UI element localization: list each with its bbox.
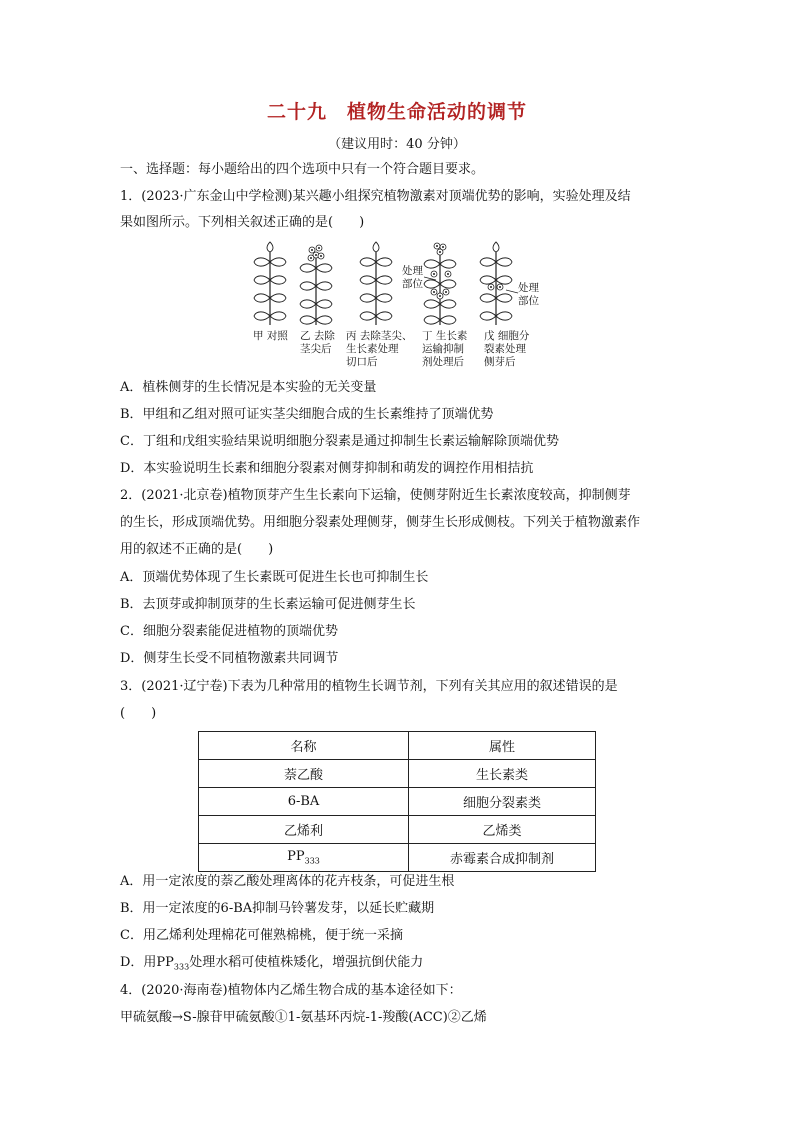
q3-stem-line1: 3．(2021·辽宁卷)下表为几种常用的植物生长调节剂，下列有关其应用的叙述错误的是 (120, 679, 618, 694)
caption-ding: 丁 生长素 运输抑制 剂处理后 (422, 330, 468, 368)
q3-stem-line2: ( ) (120, 706, 157, 721)
q2-option-d: D．侧芽生长受不同植物激素共同调节 (120, 651, 339, 666)
q2-option-b: B．去顶芽或抑制顶芽的生长素运输可促进侧芽生长 (120, 597, 416, 612)
caption-wu: 戊 细胞分 裂素处理 侧芽后 (484, 330, 530, 368)
table-cell: $PP_{333}$ (199, 844, 409, 872)
table-row (199, 788, 596, 816)
caption-jia: 甲 对照 (253, 330, 288, 342)
q4-stem-line1: 4．(2020·海南卷)植物体内乙烯生物合成的基本途径如下： (120, 983, 462, 998)
q2-option-c: C．细胞分裂素能促进植物的顶端优势 (120, 624, 338, 639)
q1-option-d: D．本实验说明生长素和细胞分裂素对侧芽抑制和萌发的调控作用相拮抗 (120, 461, 534, 476)
caption-yi: 乙 去除 茎尖后 (300, 330, 335, 355)
table-cell: 乙烯利 (199, 816, 409, 844)
table-row (199, 816, 596, 844)
q1-option-a: A．植株侧芽的生长情况是本实验的无关变量 (120, 380, 377, 395)
q3-option-c: C．用乙烯利处理棉花可催熟棉桃，便于统一采摘 (120, 928, 403, 943)
q2-option-a: A．顶端优势体现了生长素既可促进生长也可抑制生长 (120, 570, 429, 585)
q1-option-b: B．甲组和乙组对照可证实茎尖细胞合成的生长素维持了顶端优势 (120, 407, 494, 422)
table-cell: 乙烯类 (409, 816, 596, 844)
q3-option-a: A．用一定浓度的萘乙酸处理离体的花卉枝条，可促进生根 (120, 874, 455, 889)
table-cell: 细胞分裂素类 (409, 788, 596, 816)
plant-ding (424, 243, 456, 325)
suggested-time: （建议用时：40 分钟） (328, 137, 466, 152)
q3-table (198, 731, 596, 872)
plant-jia (254, 242, 286, 325)
q3-option-d: D．用$PP_{333}$处理水稻可使植株矮化，增强抗倒伏能力 (120, 955, 424, 972)
plants-illustration (250, 240, 550, 335)
label-wu-part: 处理 部位 (518, 282, 539, 307)
plant-yi (300, 245, 332, 325)
plant-wu (480, 242, 512, 325)
q1-option-c: C．丁组和戊组实验结果说明细胞分裂素是通过抑制生长素运输解除顶端优势 (120, 434, 559, 449)
caption-bing: 丙 去除茎尖、 生长素处理 切口后 (346, 330, 413, 368)
table-cell: 生长素类 (409, 760, 596, 788)
q2-stem-line2: 的生长，形成顶端优势。用细胞分裂素处理侧芽，侧芽生长形成侧枝。下列关于植物激素作 (120, 515, 641, 530)
plant-bing (360, 242, 392, 325)
label-ding-part: 处理 部位 (402, 265, 423, 290)
table-cell: 赤霉素合成抑制剂 (409, 844, 596, 872)
q2-stem-line1: 2．(2021·北京卷)植物顶芽产生生长素向下运输，使侧芽附近生长素浓度较高，抑制侧芽 (120, 488, 631, 503)
q3-option-b: B．用一定浓度的6-BA抑制马铃薯发芽，以延长贮藏期 (120, 901, 435, 916)
table-cell: 萘乙酸 (199, 760, 409, 788)
table-header-cell: 名称 (199, 732, 409, 760)
q1-stem-line1: 1．(2023·广东金山中学检测)某兴趣小组探究植物激素对顶端优势的影响，实验处理及结 (120, 189, 631, 204)
section-heading: 一、选择题：每小题给出的四个选项中只有一个符合题目要求。 (120, 162, 485, 177)
q2-stem-line3: 用的叙述不正确的是( ) (120, 542, 274, 557)
table-row (199, 760, 596, 788)
table-cell: 6-BA (199, 788, 409, 816)
table-row (199, 844, 596, 872)
table-header-row (199, 732, 596, 760)
q4-pathway: 甲硫氨酸→S-腺苷甲硫氨酸①1-氨基环丙烷-1-羧酸(ACC)②乙烯 (120, 1010, 487, 1025)
page-title: 二十九 植物生命活动的调节 (266, 101, 527, 123)
q1-stem-line2: 果如图所示。下列相关叙述正确的是( ) (120, 215, 365, 230)
q1-figure (250, 240, 550, 375)
table-header-cell: 属性 (409, 732, 596, 760)
